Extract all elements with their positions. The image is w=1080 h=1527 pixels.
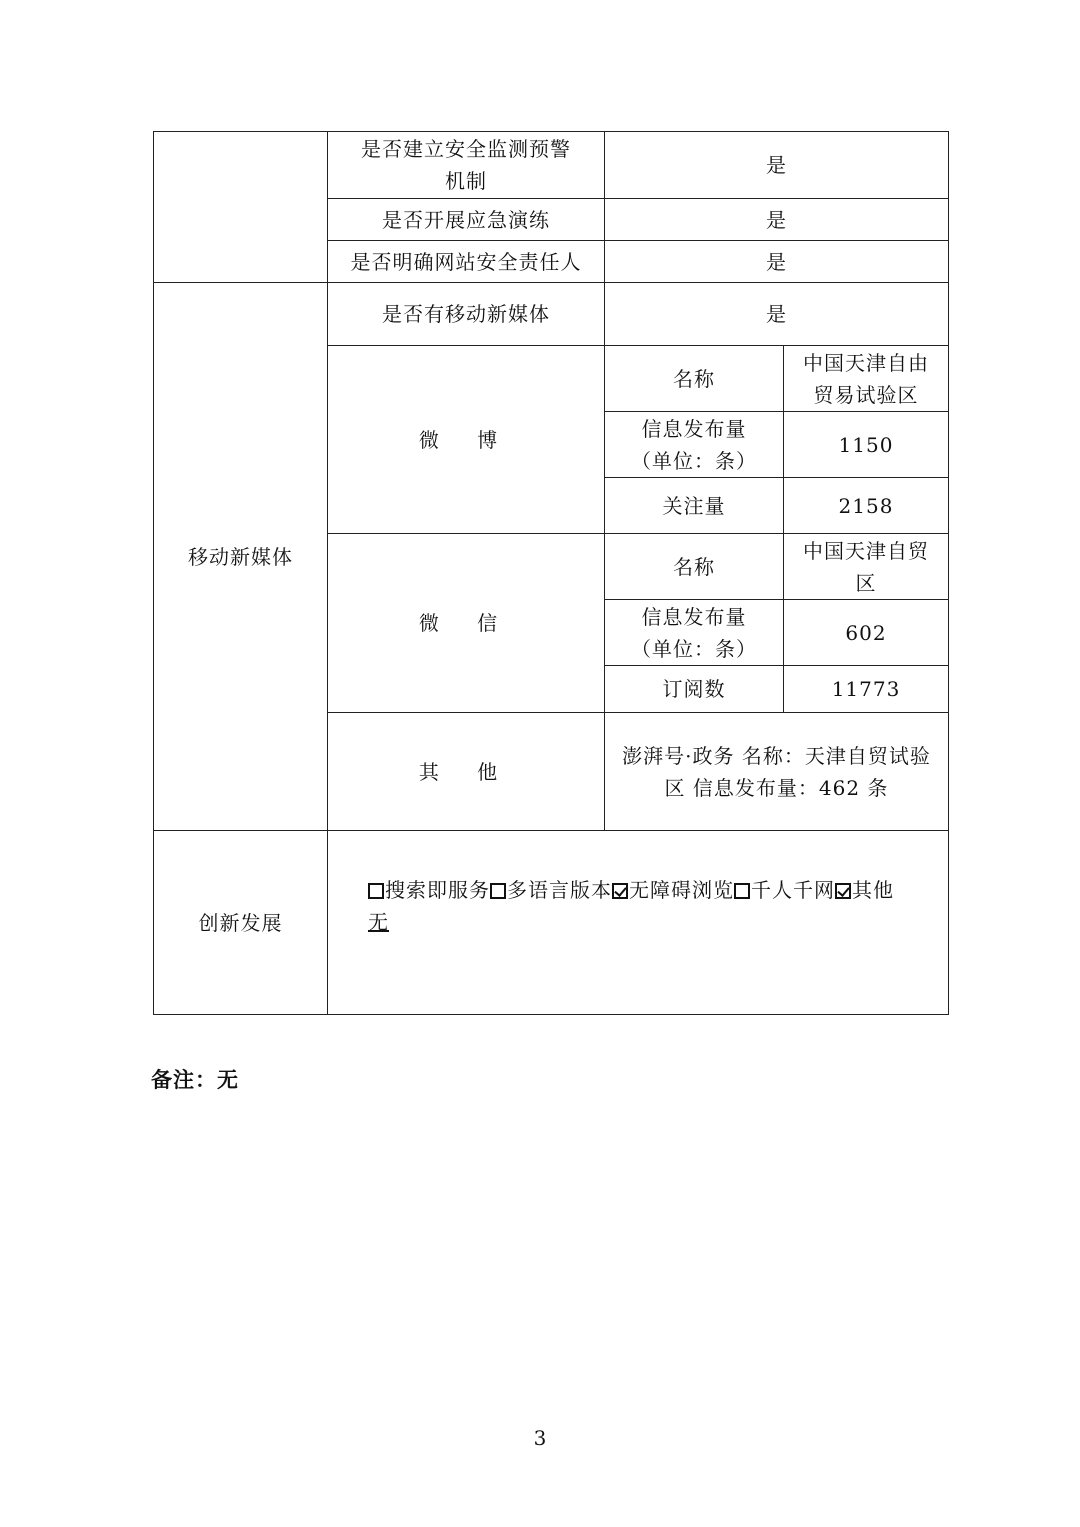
checkbox-unchecked-icon[interactable] [734,883,750,899]
option-label: 搜索即服务 [385,877,490,902]
has-mobile-label-cell [328,283,605,346]
has-mobile-label: 是否有移动新媒体 [382,302,550,326]
table-row [154,831,949,1015]
other-label-cell [328,713,605,831]
option-other[interactable] [835,878,894,902]
drill-label: 是否开展应急演练 [382,207,550,232]
option-label: 无障碍浏览 [629,877,734,902]
drill-value: 是 [766,207,787,232]
drill-label-cell [328,199,605,241]
other-value-cell [605,713,949,831]
checkbox-checked-icon[interactable] [835,883,851,899]
wechat-label: 微 信 [418,611,514,635]
weibo-name-label: 名称 [673,366,715,391]
monitoring-label: 是否建立安全监测预警机制 [361,137,571,193]
weibo-name-value: 中国天津自由贸易试验区 [803,350,929,407]
report-table [153,131,949,1015]
responsible-value: 是 [766,249,787,274]
monitoring-label-cell [328,132,605,199]
wechat-name-label-cell [605,534,784,600]
has-mobile-value-cell [605,283,949,346]
wechat-subscribers-value: 11773 [831,677,901,701]
option-accessibility[interactable] [612,878,734,902]
option-label: 其他 [852,877,894,902]
wechat-subscribers-label-cell [605,666,784,713]
weibo-posts-label-cell [605,412,784,478]
weibo-followers-label: 关注量 [662,493,726,518]
innovation-options-cell [328,831,949,1015]
wechat-posts-value: 602 [845,620,887,645]
wechat-label-cell [328,534,605,713]
remarks-note: 备注：无 [151,1068,239,1092]
weibo-label: 微 博 [418,427,514,452]
page-number: 3 [533,1426,547,1450]
weibo-posts-value-cell [784,412,949,478]
option-search-service[interactable] [368,878,490,902]
wechat-subscribers-value-cell [784,666,949,713]
responsible-label: 是否明确网站安全责任人 [350,249,582,274]
checkbox-unchecked-icon[interactable] [368,883,384,899]
other-label: 其 他 [418,759,514,784]
innovation-spacer [368,938,938,972]
innovation-label: 创新发展 [198,910,283,935]
security-section-cell [154,132,328,283]
weibo-posts-label: 信息发布量（单位：条） [631,416,757,473]
wechat-posts-label: 信息发布量（单位：条） [631,604,757,661]
weibo-name-label-cell [605,346,784,412]
wechat-name-value: 中国天津自贸区 [803,538,929,595]
wechat-subscribers-label: 订阅数 [662,677,726,701]
weibo-name-value-cell [784,346,949,412]
table-row [154,283,949,346]
responsible-label-cell [328,241,605,283]
other-value: 澎湃号·政务 名称：天津自贸试验区 信息发布量：462 条 [622,743,931,800]
weibo-label-cell [328,346,605,534]
option-multilingual[interactable] [490,878,612,902]
wechat-name-label: 名称 [673,554,715,579]
weibo-followers-value: 2158 [838,493,894,518]
monitoring-value-cell [605,132,949,199]
option-personalized[interactable] [734,878,835,902]
wechat-posts-value-cell [784,600,949,666]
drill-value-cell [605,199,949,241]
weibo-posts-value: 1150 [838,432,894,457]
innovation-other-text: 无 [368,909,389,934]
weibo-followers-value-cell [784,478,949,534]
monitoring-value: 是 [766,153,787,177]
weibo-followers-label-cell [605,478,784,534]
wechat-posts-label-cell [605,600,784,666]
responsible-value-cell [605,241,949,283]
option-label: 多语言版本 [507,877,612,902]
has-mobile-value: 是 [766,302,787,326]
innovation-label-cell [154,831,328,1015]
innovation-options [368,874,938,906]
checkbox-checked-icon[interactable] [612,883,628,899]
checkbox-unchecked-icon[interactable] [490,883,506,899]
option-label: 千人千网 [751,877,835,902]
mobile-section-cell [154,283,328,831]
mobile-section-label: 移动新媒体 [188,544,293,569]
table-row [154,132,949,199]
wechat-name-value-cell [784,534,949,600]
